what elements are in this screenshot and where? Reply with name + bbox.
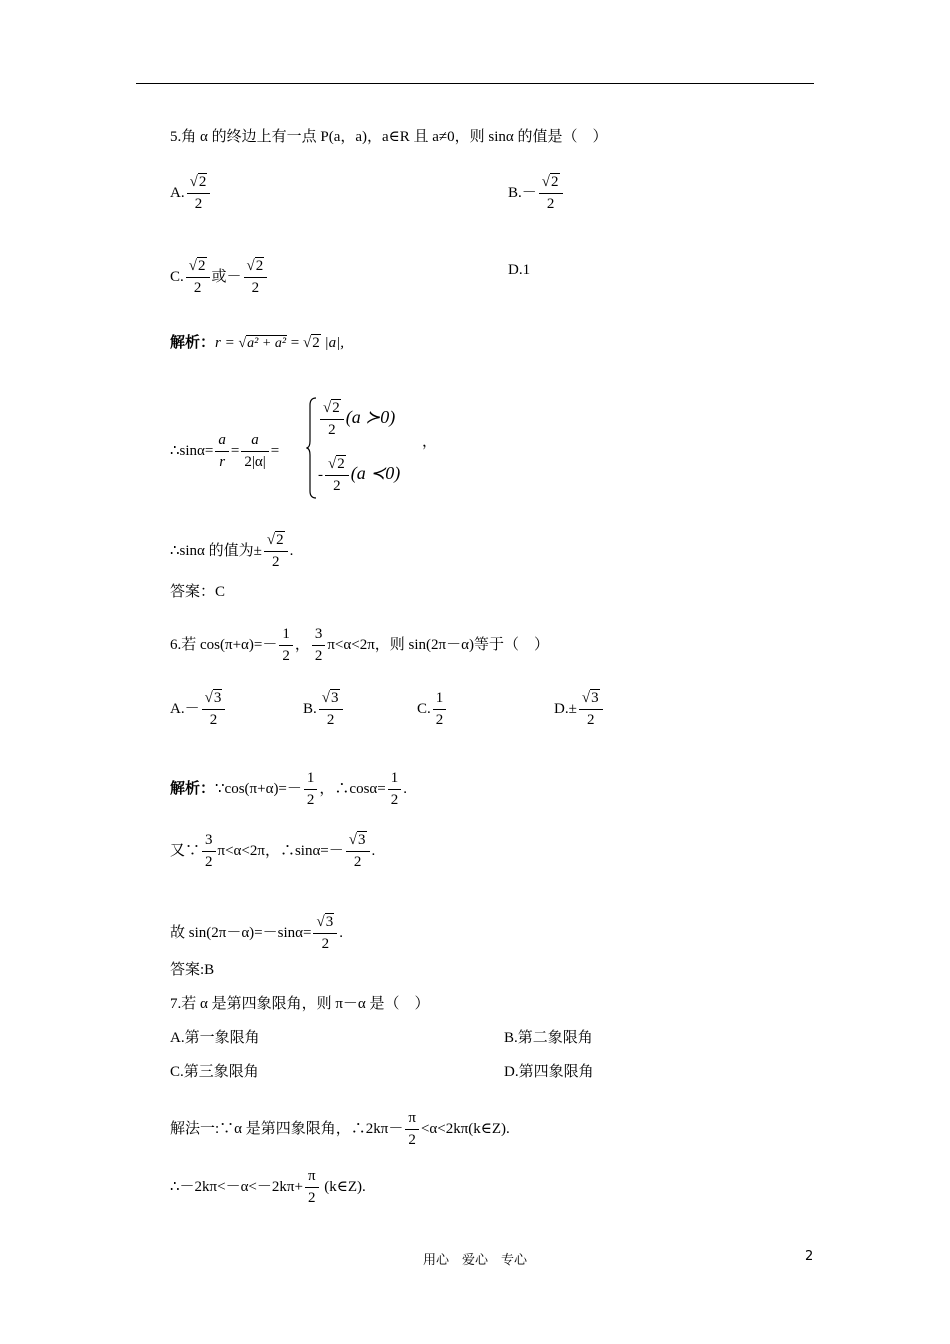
q6-solution-2: 又∵ $\frac{3}{2}$ π<α<2π，∴sinα=－ $\frac{√3}{2}$ . — [170, 832, 376, 870]
header-rule — [136, 83, 814, 84]
q5-case-comma: ， — [422, 434, 438, 450]
q5-option-c: C. $\frac{√2}{2}$ 或－ $\frac{√2}{2}$ — [170, 256, 269, 299]
q6-option-b: B. $\frac{√3}{2}$ — [303, 688, 345, 731]
q5-value-line: ∴sinα 的值为± $\frac{√2}{2}$ . — [170, 532, 294, 570]
q6-answer: 答案:B — [170, 962, 215, 978]
q7-option-b: B.第二象限角 — [504, 1030, 593, 1046]
q7-stem: 7.若 α 是第四象限角，则 π－α 是（ ） — [170, 996, 430, 1012]
q5-option-b: B.－ $\frac{√2}{2}$ — [508, 172, 565, 215]
q6-option-a: A.－ $\frac{√3}{2}$ — [170, 688, 227, 731]
piecewise-brace — [306, 397, 318, 499]
q5-answer: 答案：C — [170, 584, 226, 600]
q5-solution-r: 解析：r = √a² + a² = √2 |a|, — [170, 335, 344, 351]
page-number: 2 — [805, 1249, 814, 1264]
q6-option-c: C. $\frac{1}{2}$ — [417, 688, 448, 731]
q5-case-negative: - $\frac{√2}{2}$ (a ≺0) — [318, 456, 401, 494]
q5-option-a: A. $\frac{√2}{2}$ — [170, 172, 212, 215]
page-footer: 用心 爱心 专心 — [422, 1253, 527, 1268]
q7-solution-1: 解法一:∵α 是第四象限角，∴2kπ－ $\frac{\pi}{2}$ <α<2kπ(k∈Z). — [170, 1110, 510, 1148]
q6-option-d: D.± $\frac{√3}{2}$ — [554, 688, 605, 731]
q6-solution-1: 解析：∵cos(π+α)=－ $\frac{1}{2}$ ，∴cosα= $\frac{1}{2}$ . — [170, 770, 407, 808]
q7-option-a: A.第一象限角 — [170, 1030, 260, 1046]
q6-stem: 6.若 cos(π+α)=－ $\frac{1}{2}$ ， $\frac{3}{2}$ π<α<2π，则 sin(2π－α)等于（ ） — [170, 626, 549, 664]
q7-solution-2: ∴－2kπ<－α<－2kπ+ $\frac{\pi}{2}$ (k∈Z). — [170, 1168, 366, 1206]
q5-sin-expression: ∴sinα= $\frac{a}{r}$ = $\frac{a}{2|\alpha|}$ = — [170, 432, 280, 470]
q7-option-d: D.第四象限角 — [504, 1064, 594, 1080]
q6-solution-3: 故 sin(2π－α)=－sinα= $\frac{√3}{2}$ . — [170, 914, 343, 952]
q7-option-c: C.第三象限角 — [170, 1064, 259, 1080]
q5-case-positive: $\frac{√2}{2}$ (a ≻0) — [318, 398, 395, 441]
q5-stem: 5.角 α 的终边上有一点 P(a，a)，a∈R 且 a≠0，则 sinα 的值是（ ） — [170, 129, 608, 145]
q5-option-d: D.1 — [508, 262, 531, 278]
